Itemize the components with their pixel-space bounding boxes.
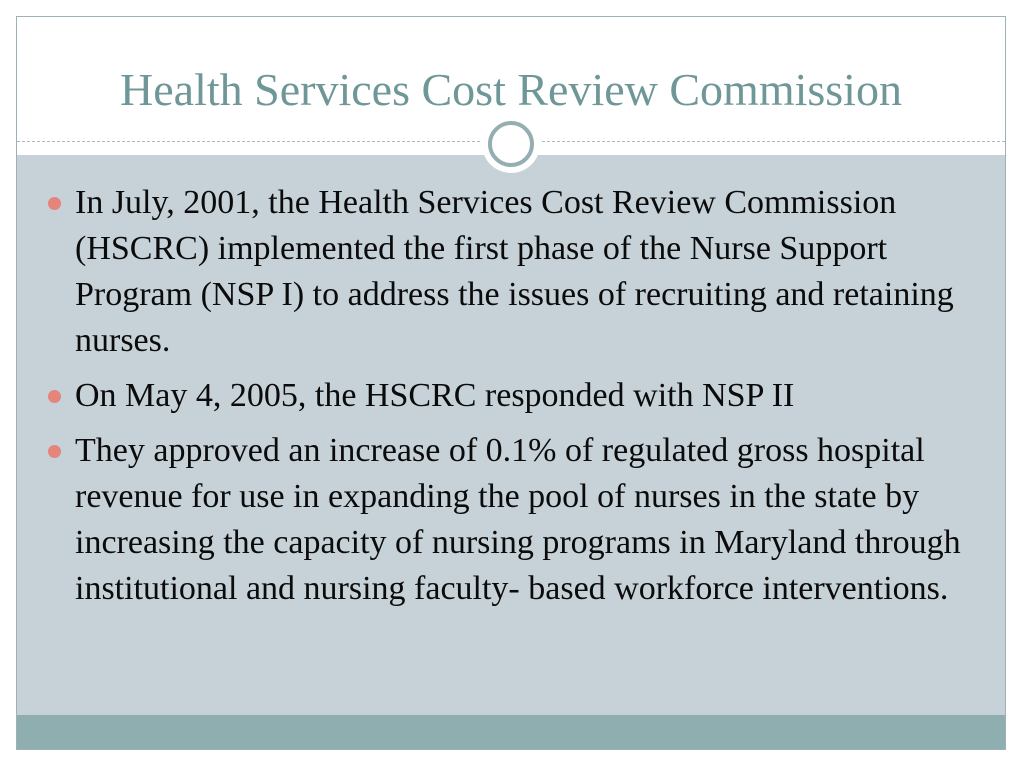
slide-title: Health Services Cost Review Commission bbox=[120, 64, 902, 115]
bullet-item bbox=[44, 373, 989, 419]
bullet-dot-icon bbox=[48, 197, 61, 210]
bullet-dot-icon bbox=[48, 390, 61, 403]
bullet-dot-icon bbox=[48, 445, 61, 458]
bullet-item bbox=[44, 180, 989, 364]
bullet-item bbox=[44, 428, 989, 612]
bullet-text: They approved an increase of 0.1% of regulated gross hospital revenue for use in expanding the pool of nurses in the state by increasing the capacity of nursing programs in Maryland through institutional and nursing faculty- based workforce interventions. bbox=[75, 432, 961, 607]
bullet-text: In July, 2001, the Health Services Cost Review Commission (HSCRC) implemented the first phase of the Nurse Support Program (NSP I) to address the issues of recruiting and retaining nurses. bbox=[75, 184, 954, 359]
footer-band bbox=[17, 715, 1005, 749]
circle-ring-icon bbox=[488, 121, 534, 167]
bullet-text: On May 4, 2005, the HSCRC responded with NSP II bbox=[75, 377, 795, 414]
bullet-list bbox=[44, 180, 989, 621]
